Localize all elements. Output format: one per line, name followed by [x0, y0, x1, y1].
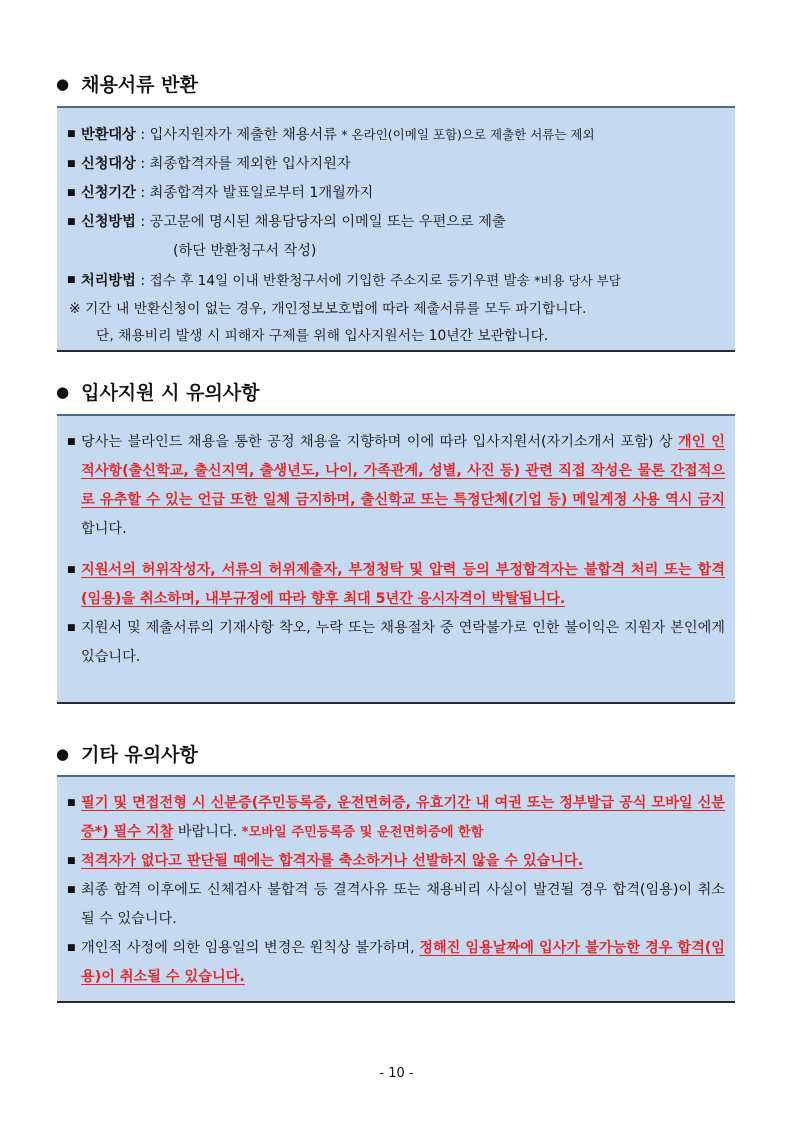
- item-small-note: * 온라인(이메일 포함)으로 제출한 서류는 제외: [341, 127, 595, 142]
- item-emphasis: 정해진 임용날짜에 입사가 불가능한 경우 합격(임용)이 취소될 수 있습니다.: [81, 940, 725, 985]
- item-separator: :: [135, 127, 150, 143]
- list-item: [67, 934, 725, 992]
- item-text: 공고문에 명시된 채용담당자의 이메일 또는 우편으로 제출: [149, 214, 506, 230]
- item-separator: :: [135, 185, 150, 201]
- item-text: 바랍니다.: [173, 824, 242, 840]
- item-text-end: 합니다.: [81, 521, 127, 537]
- item-text-continued: (하단 반환청구서 작성): [173, 243, 317, 259]
- item-text: 최종합격자를 제외한 입사지원자: [149, 156, 351, 172]
- item-small-note: *비용 당사 부담: [534, 273, 621, 288]
- item-separator: :: [135, 214, 150, 230]
- item-separator: :: [135, 273, 150, 289]
- item-emphasis: 적격자가 없다고 판단될 때에는 합격자를 축소하거나 선발하지 않을 수 있습니다.: [81, 853, 584, 869]
- list-item: [67, 614, 725, 672]
- list-item: [67, 428, 725, 544]
- bullet-dot-icon: ●: [56, 74, 70, 93]
- bullet-dot-icon: ●: [56, 744, 70, 763]
- item-separator: :: [135, 156, 150, 172]
- item-label: 처리방법: [81, 273, 136, 289]
- bullet-square-icon: ■: [67, 798, 76, 808]
- list-item: [67, 179, 725, 208]
- list-item: [67, 266, 725, 296]
- item-text: 지원서 및 제출서류의 기재사항 착오, 누락 또는 채용절차 중 연락불가로 인한 불이익은 지원자 본인에게 있습니다.: [81, 620, 725, 665]
- section-title-text: 기타 유의사항: [81, 744, 198, 766]
- item-label: 신청방법: [81, 214, 136, 230]
- list-item: [67, 847, 725, 876]
- item-text: 최종 합격 이후에도 신체검사 불합격 등 결격사유 또는 채용비리 사실이 발견될 경우 합격(임용)이 취소될 수 있습니다.: [81, 882, 725, 927]
- item-text: 최종합격자 발표일로부터 1개월까지: [149, 185, 374, 201]
- bullet-square-icon: ■: [67, 856, 76, 866]
- bullet-square-icon: ■: [67, 217, 76, 227]
- item-label: 반환대상: [81, 127, 136, 143]
- section-title-text: 입사지원 시 유의사항: [81, 382, 260, 404]
- section-title-application-notice: [56, 378, 260, 405]
- list-item: [67, 556, 725, 614]
- section-title-document-return: [56, 70, 198, 97]
- item-label: 신청대상: [81, 156, 136, 172]
- document-return-box: [57, 106, 735, 352]
- bullet-square-icon: ■: [67, 188, 76, 198]
- item-emphasis: 지원서의 허위작성자, 서류의 허위제출자, 부정청탁 및 압력 등의 부정합격자는 불합격 처리 또는 합격(임용)을 취소하며, 내부규정에 따라 향후 최대 5년간 응시자격이 박탈됩니다.: [81, 562, 725, 607]
- item-text: 당사는 블라인드 채용을 통한 공정 채용을 지향하며 이에 따라 입사지원서(자기소개서 포함) 상: [81, 434, 679, 450]
- section-title-text: 채용서류 반환: [81, 74, 198, 96]
- bullet-square-icon: ■: [67, 565, 76, 575]
- bullet-square-icon: ■: [67, 943, 76, 953]
- item-emphasis: 개인 인적사항(출신학교, 출신지역, 출생년도, 나이, 가족관계, 성별, 사진 등) 관련 직접 작성은 물론 간접적으로 유추할 수 있는 언급 또한 일체 금지하며, 출신학교 또는 특정단체(기업 등) 메일계정 사용 역시 금지: [81, 434, 725, 508]
- bullet-square-icon: ■: [67, 159, 76, 169]
- bullet-square-icon: ■: [67, 437, 76, 447]
- page-number: - 10 -: [379, 1066, 414, 1081]
- spacer: [67, 544, 725, 556]
- item-text: 접수 후 14일 이내 반환청구서에 기입한 주소지로 등기우편 발송: [149, 273, 535, 289]
- bullet-square-icon: ■: [67, 275, 76, 285]
- list-item: [67, 789, 725, 847]
- retention-note: ※ 기간 내 반환신청이 없는 경우, 개인정보보호법에 따라 제출서류를 모두 파기합니다.: [69, 301, 587, 317]
- bullet-square-icon: ■: [67, 129, 76, 139]
- item-text: 개인적 사정에 의한 임용일의 변경은 원칙상 불가하며,: [81, 940, 420, 956]
- item-text: 입사지원자가 제출한 채용서류: [149, 127, 342, 143]
- item-label: 신청기간: [81, 185, 136, 201]
- other-notice-box: [57, 775, 735, 1003]
- list-item: [67, 120, 725, 150]
- section-title-other-notice: [56, 740, 198, 767]
- list-item: [67, 150, 725, 179]
- application-notice-box: [57, 414, 735, 704]
- list-item: [67, 876, 725, 934]
- item-emphasis-note: *모바일 주민등록증 및 운전면허증에 한함: [241, 825, 484, 840]
- bullet-square-icon: ■: [67, 623, 76, 633]
- item-emphasis: 필기 및 면접전형 시 신분증(주민등록증, 운전면허증, 유효기간 내 여권 또는 정부발급 공식 모바일 신분증*) 필수 지참: [81, 795, 725, 840]
- list-item: [67, 208, 725, 266]
- retention-note-continued: 단, 채용비리 발생 시 피해자 구제를 위해 입사지원서는 10년간 보관합니다.: [96, 328, 549, 344]
- bullet-square-icon: ■: [67, 885, 76, 895]
- bullet-dot-icon: ●: [56, 382, 70, 401]
